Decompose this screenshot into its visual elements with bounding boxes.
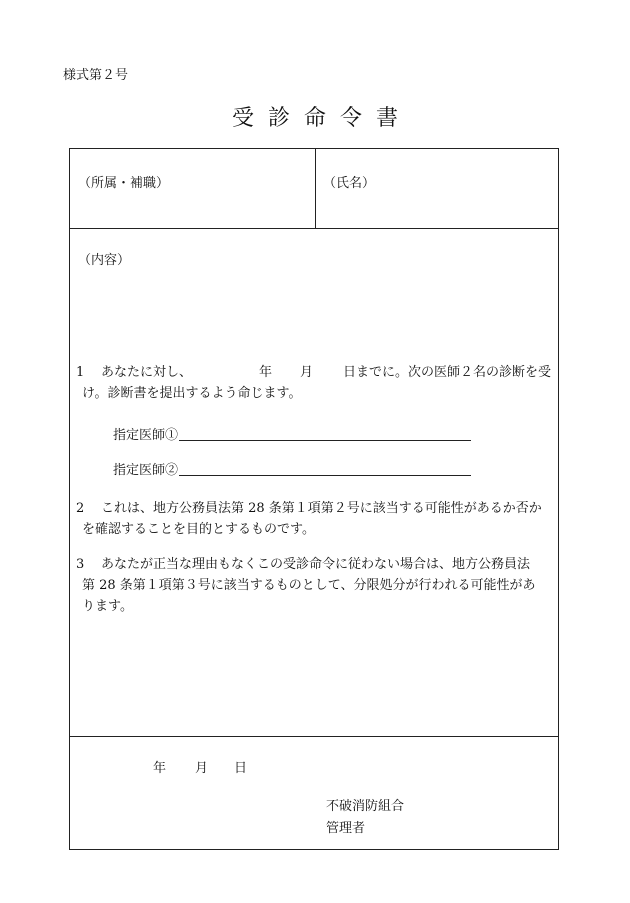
form-frame	[69, 148, 559, 850]
item-2-line-1: これは、地方公務員法第 28 条第１項第２号に該当する可能性があるか否か	[101, 501, 542, 516]
item-1-part-b: 日までに。次の医師２名の診断を受	[343, 365, 552, 380]
item-1-month: 月	[300, 365, 314, 380]
name-label: （氏名）	[323, 176, 376, 191]
footer-month: 月	[195, 761, 209, 776]
header-divider	[315, 149, 316, 228]
item-3-continuation-2: ります。	[82, 599, 133, 614]
content-label: （内容）	[78, 253, 131, 268]
designated-doctor-1	[113, 424, 178, 443]
item-2	[76, 498, 554, 540]
item-1-number: 1	[76, 365, 85, 380]
doctor-2-label: 指定医師②	[113, 463, 179, 478]
header-bottom-line	[70, 228, 558, 229]
form-number: 様式第２号	[63, 68, 129, 83]
designated-doctor-2	[113, 459, 178, 478]
item-1-continuation: け。診断書を提出するよう命じます。	[82, 386, 302, 401]
doctor-1-label: 指定医師①	[113, 428, 179, 443]
item-3-number: 3	[76, 557, 85, 572]
organization-name: 不破消防組合	[326, 799, 405, 814]
item-3-continuation-1: 第 28 条第１項第３号に該当するものとして、分限処分が行われる可能性があ	[82, 578, 536, 593]
doctor-1-underline	[179, 440, 471, 441]
manager-title: 管理者	[326, 821, 366, 836]
item-1-year: 年	[259, 365, 273, 380]
footer-day: 日	[234, 761, 248, 776]
footer-top-line	[70, 736, 558, 737]
item-1-part-a: あなたに対し、	[101, 365, 193, 380]
item-2-number: 2	[76, 501, 85, 516]
item-2-continuation: を確認することを目的とするものです。	[82, 522, 315, 537]
document-title: 受診命令書	[231, 106, 412, 131]
item-3-line-1: あなたが正当な理由もなくこの受診命令に従わない場合は、地方公務員法	[101, 557, 531, 572]
doctor-2-underline	[179, 475, 471, 476]
item-3	[76, 554, 554, 617]
footer-year: 年	[153, 761, 167, 776]
item-1	[76, 362, 554, 404]
affiliation-label: （所属・補職）	[78, 176, 170, 191]
